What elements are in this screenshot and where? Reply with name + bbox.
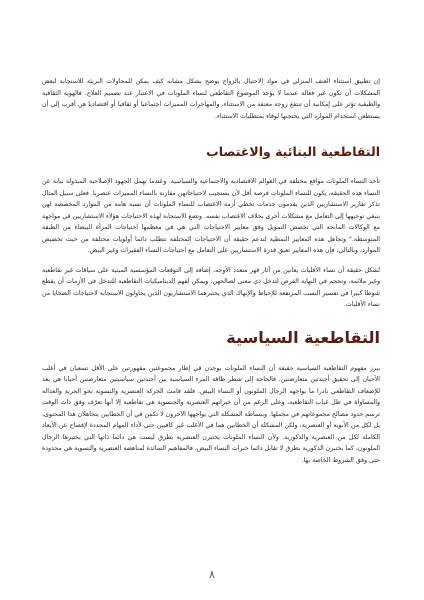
body-paragraph: يبرز مفهوم التقاطعية السياسية حقيقة أن النساء الملونات يوجدن في إطار مجموعتين مقهورتين على الأقل تسعيان في أغلب الأحيان إلى تحقيق أجندتين متعارضتين. فالحاجة إلى شطر طاقة المرء السياسية بين أجندتين سياسيتين متعارضتين أحيانا هي بعد للإضعاف التقاطعي نادرا ما يواجهه الرجال الملونون أو النساء البيض. فلقد قامت الحركة العنصرية والنسوية نحو الحرية والعدالة والمساواة في ظل غياب التقاطعية، وعلى الرغم من أن خبراتهم العنصرية والجنسوية هي تقاطعية إلا أنها تعرّف وفق ذات الوقت ترسم حدود مصالح مجموعاتهم في مجملها. وببساطة المشكلة التي يواجهها الآخرون لا تكمن في أن الخطابين يتجاهلان هذا المحتوى، بل لكل من الأبوية أو العنصرية، ولكن المشكلة أن الخطابين هما في الأغلب غير كافيين حتى لأداء المهام المحددة لإفصاح عن الأبعاد الكاملة لكل من العنصرية والذكورية. ولأن النساء الملونات يختبرن العنصرية بطرق ليست هي دائما ذاتها التي يختبرها الرجال الملونون، كما يختبرن الذكورية بطرق لا تقابل دائما خبرات النساء البيض، فالمفاهيم السائدة لمناهضة العنصرية والنسوية هي محدودة حتى وفق الشروط الخاصة بها. — [42, 364, 380, 464]
intro-paragraph: إن تطبيق استثناء العنف المنزلي في مواد الاحتيال بالزواج يوضح بشكل مشابه كيف يمكن للمحاولات البريئة للاستجابة لبعض المشكلات أن تكون غير فعالة عندما لا يؤخذ الموضوع التقاطعي لنساء الملونات في الاعتبار عند تصميم العلاج. فالهوية الثقافية والطبقية تؤثر على إمكانية أن تنتفع زوجة معنفة من الاستثناء، والمهاجرات المميزات اجتماعيا أو ثقافيا أو اقتصاديا هن أقرب إلى أن يستطعن استخدام الموارد التي يحتجنها لوفاء بمتطلبات الاستثناء. — [42, 78, 380, 120]
body-paragraph: تأخذ النساء الملونات مواقع مختلفة في العوالم الاقتصادية والاجتماعية والسياسية. وعندما تهمل الجهود الإصلاحية المبذولة نيابة عن النساء هذه الحقيقة، يكون للنساء الملونات فرصة أقل لأن يستجيب لاحتياجاتهن مقارنة بالنساء المميزات عنصريا. فعلى سبيل المثال تذكر تقارير الاستشاريين الذين يقدمون خدمات تخطي أزمة الاغتصاب للنساء الملونات أن نسبة هامة من الموارد المخصصة لهن ينبغي توجيهها إلى التعامل مع مشكلات أخرى بخلاف الاغتصاب نفسه. وتضع الاستجابة لهذه الاحتياجات هؤلاء الاستشاريين في مواجهة مع الوكالات المانحة التي تخصص التمويل وفق معايير الاحتياجات التي هي في معظمها احتياجات المرأة البيضاء من الطبقة المتوسطة." وتجاهل هذه المعايير النمطية لتدعم حقيقة أن الاحتياجات المختلفة تتطلب دائما أولويات مختلفة من حيث تخصيص الموارد، وبالتالي، فإن هذه المعايير تعيق قدرة الاستشاريين على التعامل مع احتياجات النساء الفقيرات وغير البيض. — [42, 178, 380, 254]
section-heading-political-intersectionality: التقاطعية السياسية — [226, 327, 380, 347]
page-number: ٨ — [209, 568, 215, 581]
body-paragraph: تُشكل حقيقة أن نساء الأقليات يعانين من آثار قهر متعدد الأوجه، إضافة إلى التوقعات المؤسسية المبنية على سياقات غير تقاطعية وغير ملائمة، وتحجم في النهاية الفرص لتدخل ذي معنى لصالحهن. ويمكن لفهم الديناميكيات التقاطعية للتدخل في الأزمات أن يقطع شوطا كبيرا في تفسير النسب المرتفعة للإحباط والإنهاك الذي يختبرهما الاستشاريون الذين يحاولون الاستجابة لاحتياجات الضحايا من نساء الأقليات. — [42, 266, 380, 308]
section-heading-structural-intersectionality: التقاطعية البنائية والاغتصاب — [206, 144, 380, 159]
